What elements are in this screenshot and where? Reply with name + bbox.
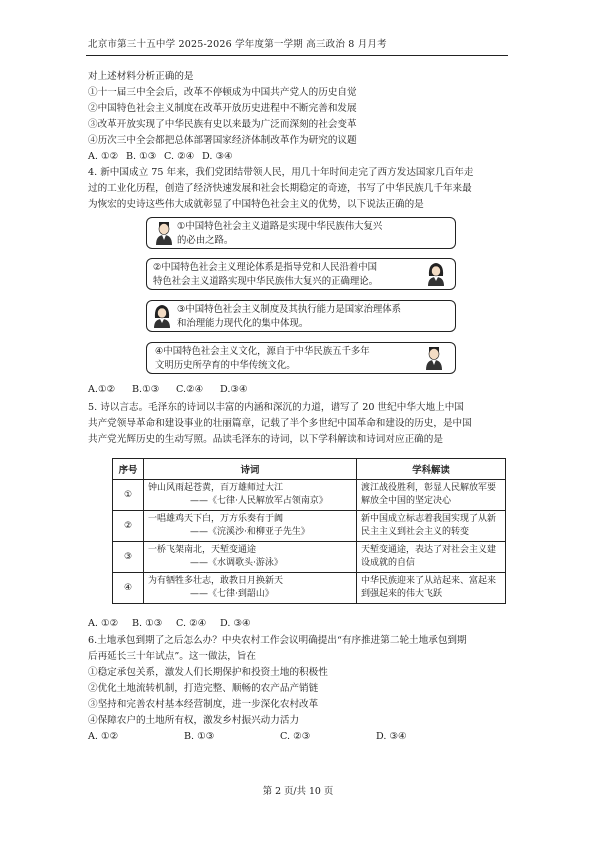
table-row <box>113 480 506 511</box>
bubble-text: ①中国特色社会主义道路是实现中华民族伟大复兴 的必由之路。 <box>177 221 383 246</box>
speech-bubble-4 <box>146 342 456 374</box>
option-a: A. ①② <box>88 618 119 629</box>
bubble-text: ④中国特色社会主义文化，源自于中华民族五千多年 文明历史所孕育的中华传统文化。 <box>155 346 370 371</box>
poem-cell: 钟山风雨起苍黄，百万雄师过大江 ——《七律·人民解放军占领南京》 <box>144 480 357 511</box>
page-number: 第 2 页/共 10 页 <box>262 786 334 797</box>
speech-bubble-1 <box>146 217 456 249</box>
question-6-line: 6.土地承包到期了之后怎么办？中央农村工作会议明确提出“有序推进第二轮土地承包到期 <box>88 635 467 646</box>
reading-cell: 新中国成立标志着我国实现了从新民主主义到社会主义的转变 <box>357 511 506 542</box>
header-rule <box>86 55 508 56</box>
option-d: D. ③④ <box>202 151 233 162</box>
speech-bubble-3 <box>146 300 456 332</box>
statement-item: ④历次三中全会都把总体部署国家经济体制改革作为研究的议题 <box>88 135 357 146</box>
reading-cell: 中华民族迎来了从站起来、富起来到强起来的伟大飞跃 <box>357 573 506 604</box>
poem-cell: 一唱雄鸡天下白，万方乐奏有于阗 ——《浣溪沙·和柳亚子先生》 <box>144 511 357 542</box>
woman-avatar-icon <box>153 304 171 328</box>
column-header: 诗词 <box>144 459 357 480</box>
question-6-options <box>88 729 508 745</box>
option-a: A. ①② <box>88 151 119 162</box>
reading-cell: 天堑变通途，表达了对社会主义建设成就的自信 <box>357 542 506 573</box>
column-header: 学科解读 <box>357 459 506 480</box>
table-row <box>113 511 506 542</box>
statement-item: ③改革开放实现了中华民族有史以来最为广泛而深刻的社会变革 <box>88 119 357 130</box>
woman-avatar-icon <box>427 262 445 286</box>
option-a: A.①② <box>88 384 116 395</box>
option-b: B. ①③ <box>184 731 215 742</box>
question-5-line: 共产党光辉历史的生动写照。品读毛泽东的诗词，以下学科解读和诗词对应正确的是 <box>88 434 443 445</box>
question-4-line: 过的工业化历程，创造了经济快速发展和社会长期稳定的奇迹，书写了中华民族几千年来最 <box>88 183 472 194</box>
answer-options <box>88 149 508 165</box>
speech-bubble-2 <box>146 258 456 290</box>
row-number: ① <box>113 480 144 511</box>
option-c: C. ②④ <box>176 618 207 629</box>
option-a: A. ①② <box>88 731 119 742</box>
question-4-line: 为恢宏的史诗这些伟大成就彰显了中国特色社会主义的优势，以下说法正确的是 <box>88 199 424 210</box>
statement-item: ①稳定承包关系，激发人们长期保护和投资土地的积极性 <box>88 667 328 678</box>
page-header: 北京市第三十五中学 2025-2026 学年度第一学期 高三政治 8 月月考 <box>88 39 387 50</box>
question-6 <box>88 633 508 745</box>
table-row <box>113 573 506 604</box>
option-c: C. ②③ <box>280 731 311 742</box>
row-number: ② <box>113 511 144 542</box>
option-d: D.③④ <box>220 384 248 395</box>
question-5-line: 共产党领导革命和建设事业的壮丽篇章，记载了半个多世纪中国革命和建设的历史，是中国 <box>88 418 472 429</box>
bubble-text: ②中国特色社会主义理论体系是指导党和人民沿着中国 特色社会主义道路实现中华民族伟大复兴的正确理论。 <box>153 262 379 287</box>
bubble-text: ③中国特色社会主义制度及其执行能力是国家治理体系 和治理能力现代化的集中体现。 <box>177 304 402 329</box>
question-5-line: 5. 诗以言志。毛泽东的诗词以丰富的内涵和深沉的力道，谱写了 20 世纪中华大地上中国 <box>88 402 464 413</box>
table-row <box>113 542 506 573</box>
option-b: B. ①③ <box>126 151 157 162</box>
question-4-line: 4. 新中国成立 75 年来，我们党团结带领人民，用几十年时间走完了西方发达国家几百年走 <box>88 167 474 178</box>
man-avatar-icon <box>425 346 443 370</box>
question-5-options <box>88 618 264 629</box>
column-header: 序号 <box>113 459 144 480</box>
option-b: B. ①③ <box>132 618 163 629</box>
question-stem: 对上述材料分析正确的是 <box>88 71 194 82</box>
row-number: ③ <box>113 542 144 573</box>
poem-table <box>112 458 506 604</box>
question-5 <box>88 400 508 448</box>
question-prev <box>88 69 508 213</box>
option-c: C. ②④ <box>164 151 195 162</box>
table-header-row <box>113 459 506 480</box>
option-c: C.②④ <box>176 384 204 395</box>
option-b: B.①③ <box>132 384 160 395</box>
statement-item: ②中国特色社会主义制度在改革开放历史进程中不断完善和发展 <box>88 103 357 114</box>
statement-item: ②优化土地流转机制，打造完整、顺畅的农产品产销链 <box>88 683 319 694</box>
row-number: ④ <box>113 573 144 604</box>
statement-item: ③坚持和完善农村基本经营制度，进一步深化农村改革 <box>88 699 319 710</box>
option-d: D. ③④ <box>220 618 251 629</box>
poem-cell: 一桥飞架南北，天堑变通途 ——《水调歌头·游泳》 <box>144 542 357 573</box>
reading-cell: 渡江战役胜利，彰显人民解放军要解放全中国的坚定决心 <box>357 480 506 511</box>
option-d: D. ③④ <box>376 731 407 742</box>
statement-item: ①十一届三中全会后，改革不停顿成为中国共产党人的历史自觉 <box>88 87 357 98</box>
statement-item: ④保障农户的土地所有权，激发乡村振兴动力活力 <box>88 715 300 726</box>
question-4-options <box>88 384 264 395</box>
poem-cell: 为有牺牲多壮志，敢教日月换新天 ——《七律·到韶山》 <box>144 573 357 604</box>
man-avatar-icon <box>155 221 173 245</box>
question-6-line: 后再延长三十年试点”。这一做法，旨在 <box>88 651 256 662</box>
